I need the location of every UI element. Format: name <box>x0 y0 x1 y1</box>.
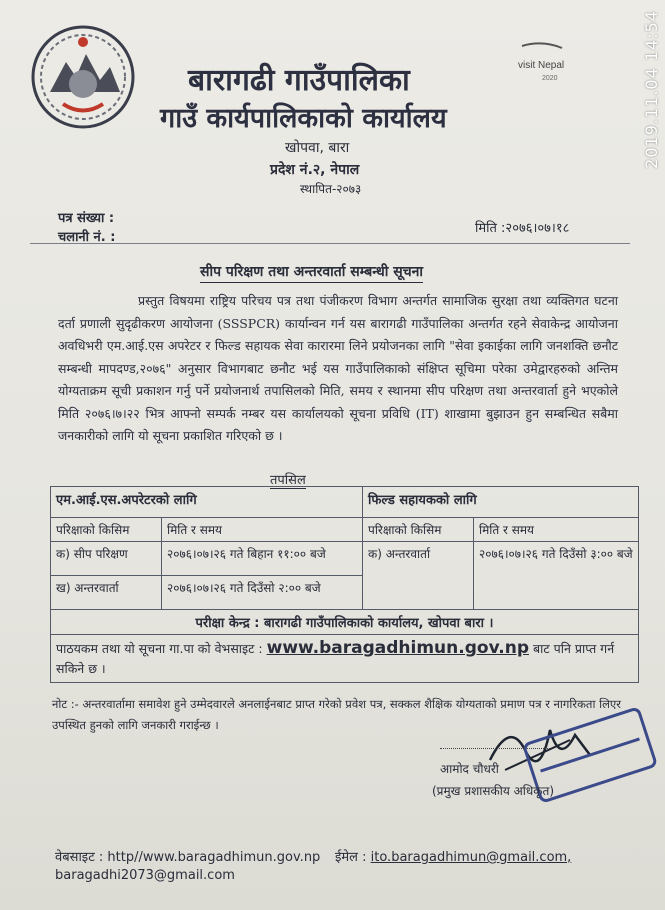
schedule-title: तपसिल <box>270 470 306 489</box>
signatory-title: (प्रमुख प्रशासकीय अधिकृत) <box>432 784 555 798</box>
table-cell: क) सीप परिक्षण <box>51 542 162 576</box>
signatory-name: आमोद चौधरी <box>440 762 499 776</box>
website-link[interactable]: www.baragadhimun.gov.np <box>266 638 529 658</box>
table-cell: २०७६।०७।२६ गते बिहान ११:०० बजे <box>162 542 363 576</box>
nepal-emblem-icon <box>28 22 138 132</box>
website-post-text: बाट पनि प्राप्त गर्न सकिने छ । <box>56 641 615 676</box>
col-exam-type: परिक्षाको किसिम <box>51 518 162 542</box>
dispatch-number-label: चलानी नं. : <box>58 230 116 245</box>
letter-date: मिति :२०७६।०७।१८ <box>475 221 570 236</box>
notice-note: नोट :- अन्तरवार्तामा समावेश हुने उम्मेदवारले अनलाईनबाट प्राप्त गरेको प्रवेश पत्र, सक्कल शैक्षिक योग्यताको प्रमाण पत्र र नागरिकता लिएर उपस्थित हुनको लागि जनकारी गराईन्छ । <box>52 697 621 732</box>
table-cell: ख) अन्तरवार्ता <box>51 576 162 610</box>
svg-text:2020: 2020 <box>542 75 558 82</box>
col-exam-type: परिक्षाको किसिम <box>363 518 474 542</box>
field-assistant-heading: फिल्ड सहायकको लागि <box>363 487 639 518</box>
photo-timestamp: 2019.11.04 14:54 <box>642 10 661 169</box>
mis-operator-heading: एम.आई.एस.अपरेटरको लागि <box>51 487 363 518</box>
table-cell: २०७६।०७।२६ गते दिउँसो ३:०० बजे <box>474 542 639 610</box>
municipality-name: बारागढी गाउँपालिका <box>188 63 410 98</box>
notice-body: प्रस्तुत विषयमा राष्ट्रिय परिचय पत्र तथा पंजीकरण विभाग अन्तर्गत सामाजिक सुरक्षा तथा व्यक्तिगत घटना दर्ता प्रणाली सुदृढीकरण आयोजना (SSSPCR) कार्यान्वन गर्न यस बारागढी गाउँपालिका अन्तर्गत रहने सेवाकेन्द्र आयोजना अवधिभरी एम.आई.एस अपरेटर र फिल्ड सहायक सेवा कारारमा लिने प्रयोजनका लागि "सेवा इकाईका लागि जनशक्ति छनौट सम्बन्धी मापदण्ड,२०७६" अनुसार विभागबाट छनौट भई यस गाउँपालिकाको संक्षिप्त सूचिमा परेका उमेद्वारहरुको अन्तिम योग्यताक्रम सूची प्रकाशन गर्नु पर्ने प्रयोजनार्थ तपासिलको मिति, समय र स्थानमा सीप परिक्षण तथा अन्तरवार्ता हुने भएकोले मिति २०७६।७।२२ भित्र आफ्नो सम्पर्क नम्बर यस कार्यालयको सूचना प्रविधि (IT) शाखामा बुझाउन हुन सम्बन्धित सबैमा जनकारीको लागि यो सूचना प्रकाशित गरिएको छ । <box>58 293 619 443</box>
exam-center: परीक्षा केन्द्र : बारागढी गाउँपालिकाको कार्यालय, खोपवा बारा । <box>51 610 639 635</box>
established-year: स्थापित-२०७३ <box>300 182 362 196</box>
address-line-2: प्रदेश नं.२, नेपाल <box>270 162 360 178</box>
schedule-table <box>50 486 639 683</box>
footer-email-link-1[interactable]: ito.baragadhimun@gmail.com, <box>370 850 572 865</box>
footer-website[interactable]: वेबसाइट : http//www.baragadhimun.gov.np <box>55 850 321 865</box>
visit-nepal-logo <box>512 40 592 90</box>
col-date-time: मिति र समय <box>162 518 363 542</box>
website-row <box>51 635 639 683</box>
table-cell: क) अन्तरवार्ता <box>363 542 474 610</box>
official-stamp <box>520 690 660 820</box>
notice-subject: सीप परिक्षण तथा अन्तरवार्ता सम्बन्धी सूचना <box>200 262 423 283</box>
svg-text:visit Nepal: visit Nepal <box>518 60 565 71</box>
header-divider <box>30 243 630 244</box>
letter-number-label: पत्र संख्या : <box>58 211 115 226</box>
footer-email <box>335 847 571 865</box>
footer-email-link-2[interactable]: baragadhi2073@gmail.com <box>55 868 235 883</box>
website-pre-text: पाठयकम तथा यो सूचना गा.पा को वेभसाइट : <box>56 641 263 656</box>
office-name: गाउँ कार्यपालिकाको कार्यालय <box>160 103 447 134</box>
col-date-time: मिति र समय <box>474 518 639 542</box>
signature-line <box>440 748 550 749</box>
table-cell: २०७६।०७।२६ गते दिउँसो २:०० बजे <box>162 576 363 610</box>
address-line-1: खोपवा, बारा <box>285 140 350 156</box>
footer-email-label: ईमेल : <box>335 850 367 865</box>
